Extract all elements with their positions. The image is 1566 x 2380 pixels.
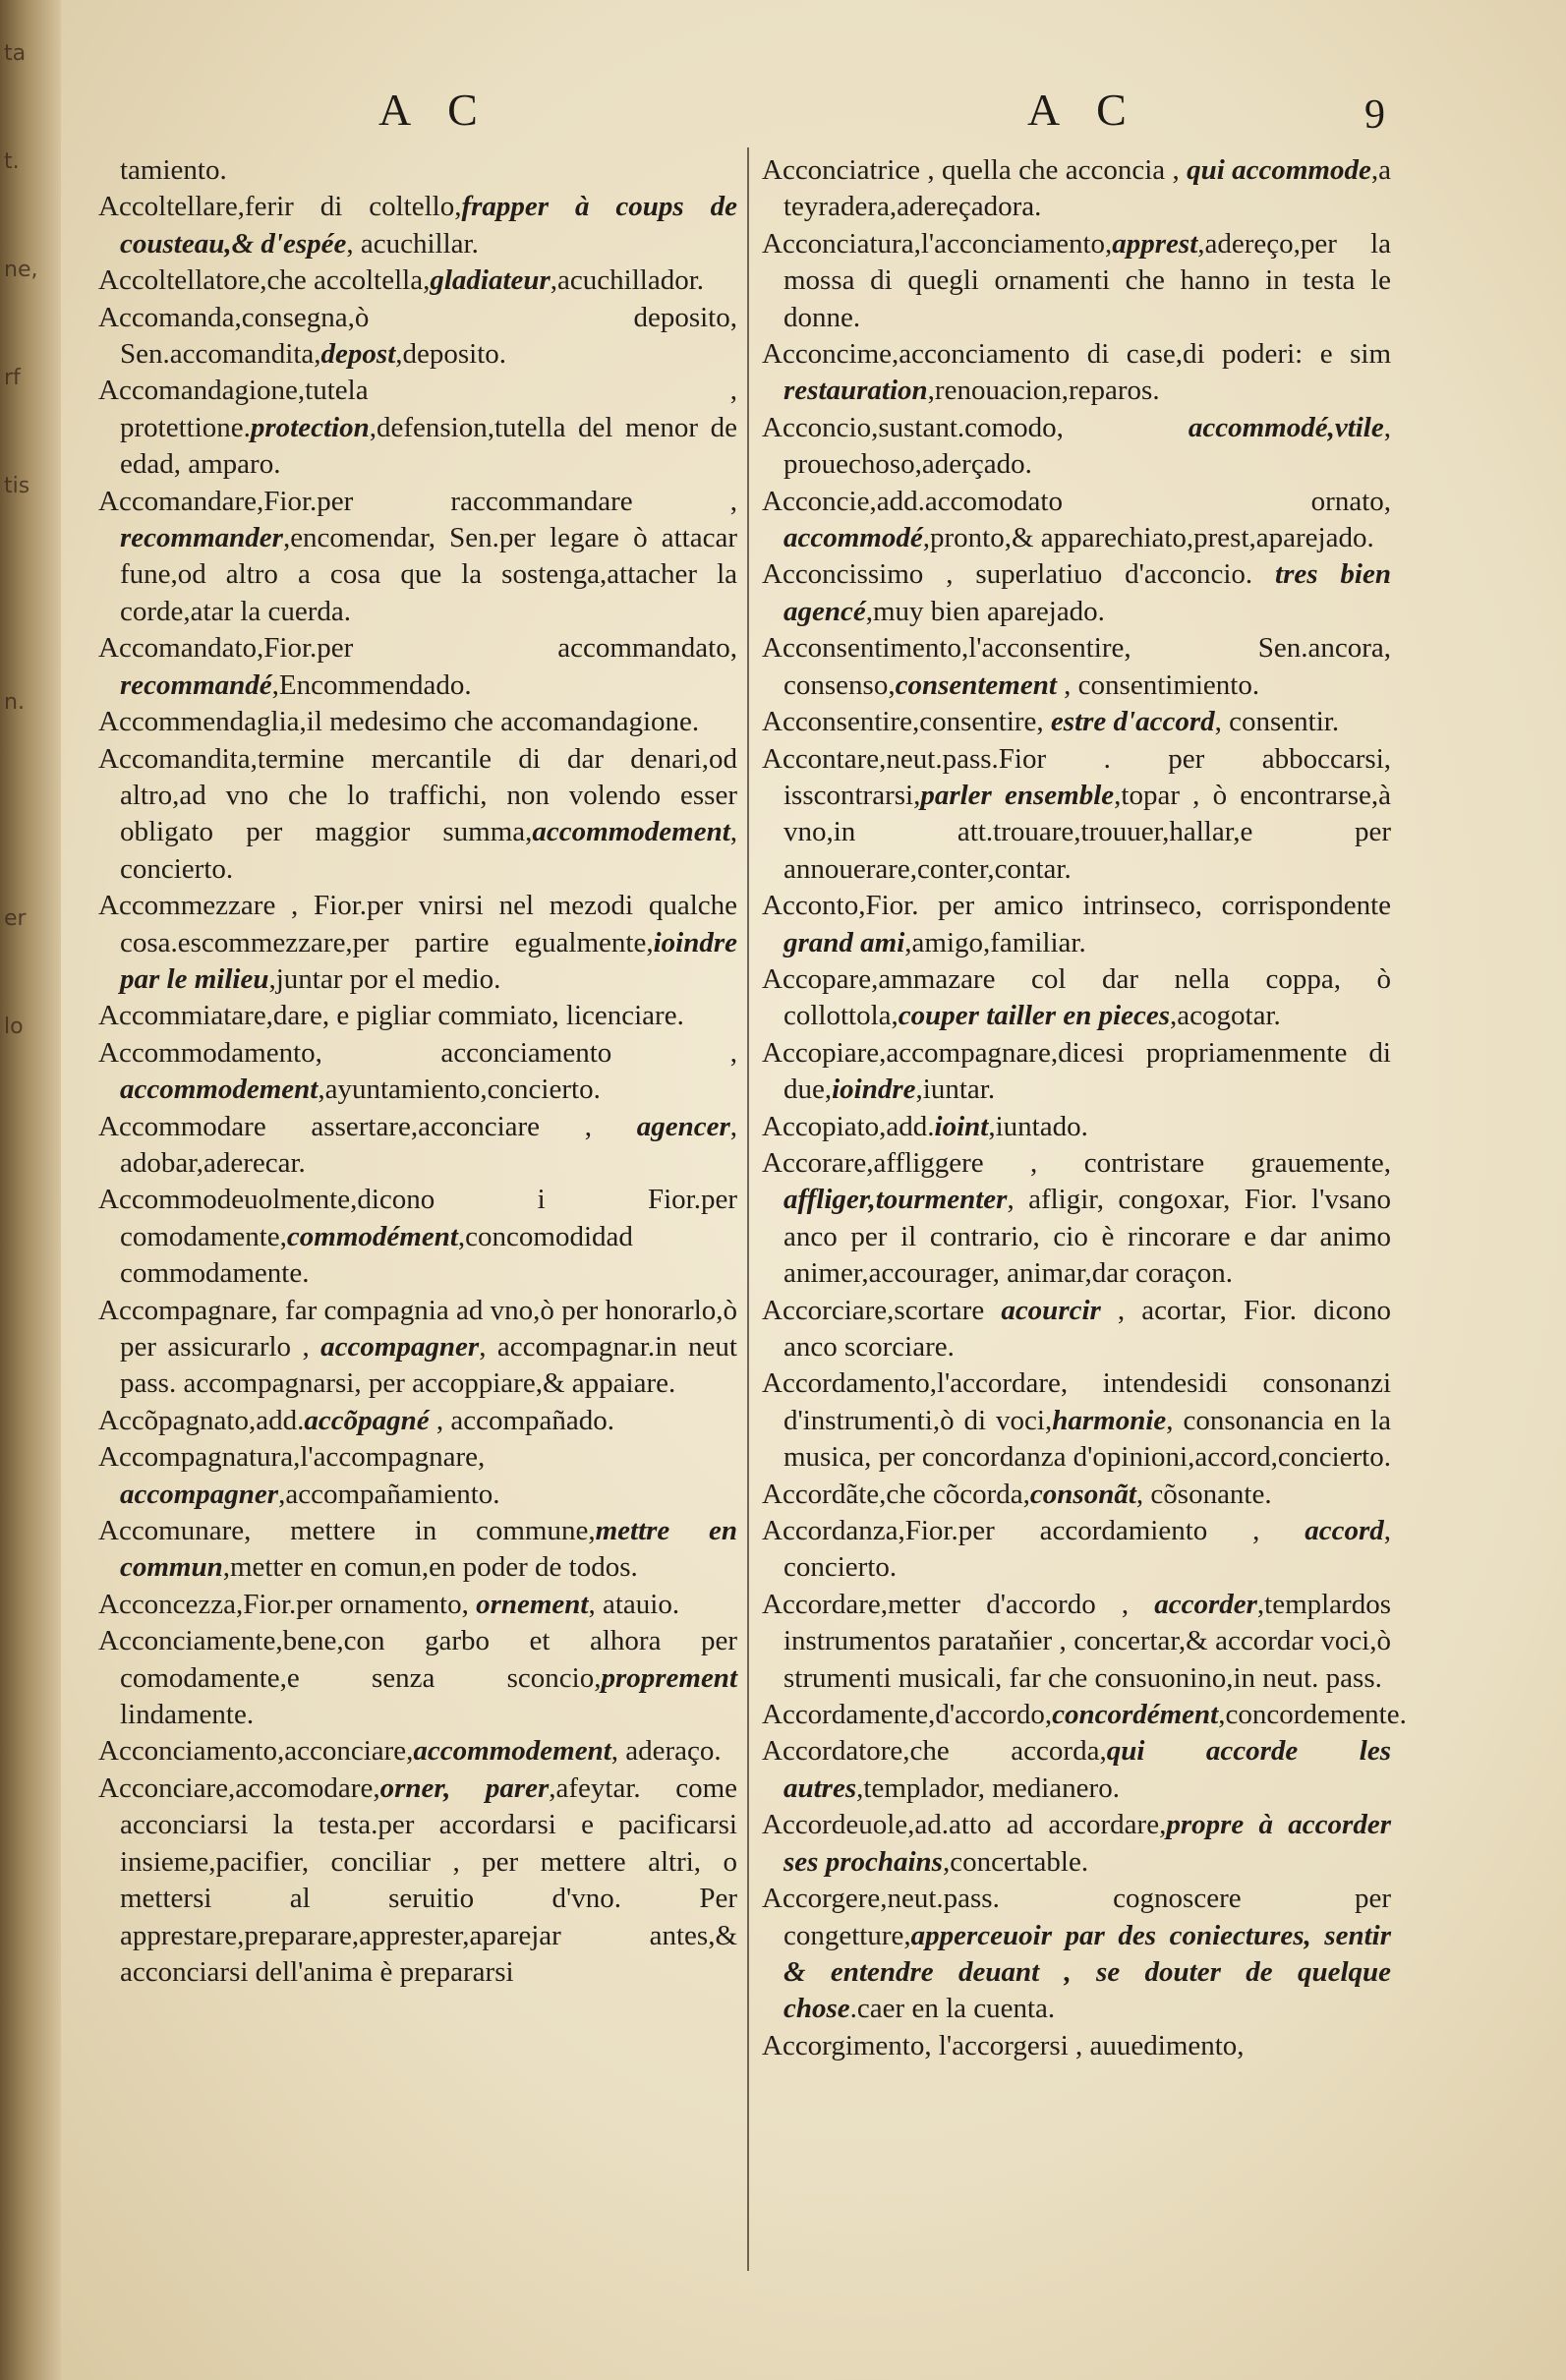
entry-gloss-text: ,defension,tutella del menor de edad, amparo.: [120, 411, 737, 481]
entry-gloss-text: ,juntar por el medio.: [268, 962, 501, 995]
entry-headword-text: Accommodamento, acconciamento ,: [98, 1036, 737, 1069]
entry-headword-text: Accomunare, mettere in commune,: [98, 1515, 596, 1547]
entry-gloss-text: ,pronto,& apparechiato,prest,aparejado.: [922, 522, 1374, 554]
dictionary-entry: [762, 1881, 1391, 2028]
french-equivalent: gladiateur: [430, 264, 551, 297]
french-equivalent: accommodement: [532, 816, 730, 848]
entry-gloss-text: , accompañado.: [429, 1404, 615, 1436]
dictionary-entry: [98, 998, 737, 1034]
french-equivalent: commodément: [286, 1220, 458, 1252]
french-equivalent: accompagner: [120, 1478, 279, 1510]
entry-headword-text: Accommodeuolmente,dicono i Fior.per comodamente,: [98, 1184, 737, 1252]
french-equivalent: propre à accorder ses prochains: [783, 1809, 1391, 1878]
french-equivalent: accommodement: [413, 1735, 611, 1768]
dictionary-entry: [98, 1182, 737, 1292]
french-equivalent: apperceuoir par des coniectures, sentir & entendre deuant , se douter de quelque chose: [783, 1919, 1391, 2025]
entry-gloss-text: , consentimiento.: [1056, 668, 1260, 701]
french-equivalent: recommander: [120, 522, 283, 554]
entry-gloss-text: ,topar , ò encontrarse,à vno,in att.trouare,trouuer,hallar,e per annouerare,conter,contar.: [783, 779, 1391, 885]
entry-headword-text: Acconciatrice , quella che acconcia ,: [762, 154, 1188, 186]
french-equivalent: consonãt: [1029, 1478, 1136, 1510]
french-equivalent: apprest: [1112, 227, 1198, 260]
french-equivalent: recommandé: [120, 668, 272, 701]
dictionary-entry: [98, 1513, 737, 1587]
entry-headword-text: Accomandare,Fior.per raccommandare ,: [98, 485, 737, 517]
french-equivalent: ioindre: [832, 1074, 916, 1106]
french-equivalent: agencer: [636, 1110, 730, 1142]
dictionary-entry: [762, 1477, 1391, 1513]
entry-gloss-text: ,deposito.: [395, 338, 507, 371]
entry-headword-text: Accomandato,Fior.per accommandato,: [98, 632, 737, 665]
french-equivalent: accord: [1305, 1515, 1384, 1547]
entry-headword-text: Accoltellatore,che accoltella,: [98, 264, 431, 297]
entry-gloss-text: ,a teyradera,adereçadora.: [783, 154, 1391, 223]
entry-gloss-text: ,templardos instrumentos parataňier , concertar,& accordar voci,ò strumenti musicali, far che consuonino,in neut. pass.: [783, 1588, 1391, 1694]
entry-headword-text: Accopiare,accompagnare,dicesi propriamenmente di due,: [762, 1036, 1391, 1106]
french-equivalent: parler ensemble: [920, 779, 1115, 811]
dictionary-entry: [98, 630, 737, 704]
dictionary-entry: [762, 1733, 1391, 1807]
dictionary-entry: [762, 1513, 1391, 1587]
dictionary-entry: [762, 1035, 1391, 1109]
dictionary-entry: [762, 1807, 1391, 1881]
dictionary-entry: [762, 484, 1391, 557]
entry-gloss-text: ,encomendar, Sen.per legare ò attacar fune,od altro a cosa que la sostenga,attacher la corde,atar la cuerda.: [120, 522, 737, 627]
dictionary-entry: [762, 888, 1391, 961]
page-number: 9: [1364, 92, 1385, 138]
entry-headword-text: Acconciamento,acconciare,: [98, 1735, 414, 1768]
dictionary-entry: [762, 630, 1391, 704]
dictionary-entry: [98, 300, 737, 374]
entry-headword-text: Accorgimento, l'accorgersi , auuedimento,: [762, 2029, 1245, 2061]
entry-headword-text: Accontare,neut.pass.Fior . per abboccarsi, isscontrarsi,: [762, 742, 1391, 811]
entry-gloss-text: ,concordemente.: [1218, 1699, 1407, 1731]
french-equivalent: proprement: [601, 1661, 737, 1694]
entry-gloss-text: ,Encommendado.: [271, 668, 472, 701]
right-column: [762, 152, 1407, 2064]
dictionary-entry: [762, 704, 1391, 740]
entry-headword-text: Accopiato,add.: [762, 1110, 935, 1142]
french-equivalent: estre d'accord: [1050, 706, 1215, 738]
entry-headword-text: Acconsentire,consentire,: [762, 706, 1051, 738]
entry-gloss-text: ,acuchillador.: [550, 264, 705, 297]
entry-headword-text: Acconcime,acconciamento di case,di poderi: e sim: [762, 338, 1391, 371]
entry-headword-text: Acconsentimento,l'acconsentire, Sen.ancora, consenso,: [762, 632, 1391, 701]
dictionary-entry: [98, 704, 737, 740]
left-column: [98, 152, 737, 1991]
french-equivalent: grand ami: [783, 926, 905, 958]
entry-headword-text: tamiento.: [120, 154, 227, 186]
entry-headword-text: Accordamente,d'accordo,: [762, 1699, 1053, 1731]
french-equivalent: affliger,tourmenter: [783, 1184, 1008, 1216]
entry-gloss-text: ,iuntado.: [988, 1110, 1088, 1142]
entry-gloss-text: , concierto.: [783, 1515, 1391, 1584]
french-equivalent: qui accorde les autres: [783, 1735, 1391, 1804]
entry-gloss-text: .caer en la cuenta.: [849, 1993, 1056, 2025]
french-equivalent: ornement: [476, 1588, 589, 1620]
dictionary-entry: [98, 484, 737, 631]
french-equivalent: accompagner: [320, 1331, 480, 1363]
dictionary-entry: [762, 2028, 1391, 2064]
entry-gloss-text: ,iuntar.: [915, 1074, 996, 1106]
dictionary-entry: [98, 373, 737, 483]
french-equivalent: orner, parer: [379, 1771, 550, 1804]
dictionary-entry: [762, 556, 1391, 630]
entry-headword-text: Accordeuole,ad.atto ad accordare,: [762, 1809, 1167, 1841]
french-equivalent: consentement: [895, 668, 1057, 701]
french-equivalent: tres bien agencé: [783, 558, 1391, 627]
entry-headword-text: Accordatore,che accorda,: [762, 1735, 1107, 1768]
dictionary-entry: [98, 1109, 737, 1183]
entry-headword-text: Accopare,ammazare col dar nella coppa, ò collottola,: [762, 962, 1391, 1032]
entry-gloss-text: , consonancia en la musica, per concordanza d'opinioni,accord,concierto.: [783, 1404, 1391, 1474]
dictionary-entry: [762, 961, 1391, 1035]
entry-gloss-text: , cõsonante.: [1135, 1478, 1272, 1510]
dictionary-entry: [98, 1439, 737, 1513]
dictionary-entry: [762, 226, 1391, 336]
entry-gloss-text: ,acogotar.: [1170, 1000, 1281, 1032]
entry-gloss-text: ,renouacion,reparos.: [927, 375, 1160, 407]
french-equivalent: restauration: [783, 375, 928, 407]
entry-headword-text: Accorciare,scortare: [762, 1294, 1002, 1326]
dictionary-entry: [98, 1035, 737, 1109]
dictionary-entry: [762, 152, 1391, 226]
entry-gloss-text: , concierto.: [120, 816, 737, 885]
entry-gloss-text: , acortar, Fior. dicono anco scorciare.: [783, 1294, 1391, 1363]
entry-gloss-text: ,amigo,familiar.: [904, 926, 1086, 958]
entry-headword-text: Acconcio,sustant.comodo,: [762, 411, 1189, 443]
entry-gloss-text: , consentir.: [1214, 706, 1340, 738]
entry-gloss-text: , atauio.: [588, 1588, 680, 1620]
entry-gloss-text: , afligir, congoxar, Fior. l'vsano anco per il contrario, cio è rincorare e dar animo animer,accourager, animar,dar coraçon.: [783, 1184, 1391, 1290]
dictionary-entry: [98, 741, 737, 889]
running-header: [0, 84, 1566, 152]
header-left-guideword: A C: [378, 85, 492, 135]
french-equivalent: ioint: [934, 1110, 989, 1142]
french-equivalent: ioindre par le milieu: [120, 926, 737, 995]
dictionary-entry: [762, 1587, 1391, 1697]
entry-headword-text: Accordanza,Fior.per accordamiento ,: [762, 1515, 1305, 1547]
entry-gloss-text: ,templador, medianero.: [856, 1771, 1120, 1804]
entry-gloss-text: , acuchillar.: [346, 227, 479, 260]
french-equivalent: acourcir: [1001, 1294, 1101, 1326]
entry-gloss-text: ,adereço,per la mossa di quegli ornamenti che hanno in testa le donne.: [783, 227, 1391, 333]
entry-headword-text: Accorare,affliggere , contristare grauemente,: [762, 1146, 1391, 1179]
entry-headword-text: Accordare,metter d'accordo ,: [762, 1588, 1155, 1620]
entry-headword-text: Acconcissimo , superlatiuo d'acconcio.: [762, 558, 1276, 591]
entry-headword-text: Accompagnatura,l'accompagnare,: [98, 1441, 486, 1474]
dictionary-entry: [762, 336, 1391, 410]
entry-gloss-text: ,ayuntamiento,concierto.: [318, 1074, 601, 1106]
gutter-marks: ta t. ne, rf tis n. er lo: [4, 41, 38, 1039]
entry-headword-text: Accommendaglia,il medesimo che accomandagione.: [98, 706, 700, 738]
header-right-guideword: A C: [1027, 85, 1140, 135]
entry-gloss-text: , aderaço.: [610, 1735, 722, 1768]
dictionary-entry: [98, 1733, 737, 1770]
entry-headword-text: Accomanda,consegna,ò deposito, Sen.accomandita,: [98, 301, 737, 371]
entry-gloss-text: , adobar,aderecar.: [120, 1110, 737, 1179]
entry-headword-text: Accommiatare,dare, e pigliar commiato, licenciare.: [98, 1000, 684, 1032]
french-equivalent: accorder: [1154, 1588, 1257, 1620]
entry-headword-text: Accompagnare, far compagnia ad vno,ò per honorarlo,ò per assicurarlo ,: [98, 1294, 737, 1363]
entry-gloss-text: ,muy bien aparejado.: [865, 595, 1105, 627]
entry-headword-text: Accommodare assertare,acconciare ,: [98, 1110, 637, 1142]
entry-headword-text: Accommezzare , Fior.per vnirsi nel mezodi qualche cosa.escommezzare,per partire egualmente,: [98, 890, 737, 958]
dictionary-entry: [98, 1293, 737, 1403]
dictionary-entry: [762, 1365, 1391, 1476]
page-gutter: [0, 0, 61, 2380]
french-equivalent: protection: [250, 411, 370, 443]
entry-headword-text: Accomandita,termine mercantile di dar denari,od altro,ad vno che lo traffichi, non volendo esser obligato per maggior summa,: [98, 742, 737, 848]
entry-gloss-text: ,afeytar. come acconciarsi la testa.per accordarsi e pacificarsi insieme,pacifier, conciliar , per mettere altri, o mettersi al seruitio d'vno. Per apprestare,preparare,apprester,aparejar antes,& acconciarsi dell'anima è prepararsi: [120, 1771, 737, 1988]
entry-gloss-text: lindamente.: [120, 1699, 255, 1731]
dictionary-entry: [98, 262, 737, 299]
french-equivalent: accõpagné: [304, 1404, 430, 1436]
entry-gloss-text: ,accompañamiento.: [278, 1478, 500, 1510]
french-equivalent: depost: [320, 338, 396, 371]
french-equivalent: accommodé: [783, 522, 923, 554]
french-equivalent: accommodement: [120, 1074, 319, 1106]
entry-headword-text: Acconto,Fior. per amico intrinseco, corrispondente: [762, 890, 1391, 922]
entry-headword-text: Acconciare,accomodare,: [98, 1771, 380, 1804]
dictionary-entry: [98, 152, 737, 189]
dictionary-entry: [98, 888, 737, 998]
entry-gloss-text: ,concertable.: [942, 1845, 1089, 1878]
entry-headword-text: Acconciatura,l'acconciamento,: [762, 227, 1113, 260]
entry-headword-text: Accoltellare,ferir di coltello,: [98, 191, 462, 223]
entry-gloss-text: , accompagnar.in neut pass. accompagnarsi, per accoppiare,& appaiare.: [120, 1331, 737, 1400]
dictionary-entry: [762, 1109, 1391, 1145]
entry-headword-text: Acconciamente,bene,con garbo et alhora per comodamente,e senza sconcio,: [98, 1625, 737, 1694]
dictionary-entry: [762, 1697, 1407, 1733]
dictionary-entry: [98, 1623, 737, 1733]
french-equivalent: concordément: [1052, 1699, 1219, 1731]
entry-headword-text: Accomandagione,tutela , protettione.: [98, 375, 737, 443]
french-equivalent: qui accommode: [1187, 154, 1371, 186]
french-equivalent: couper tailler en pieces: [898, 1000, 1171, 1032]
entry-headword-text: Accordãte,che cõcorda,: [762, 1478, 1030, 1510]
entry-headword-text: Accorgere,neut.pass. cognoscere per congetture,: [762, 1883, 1391, 1951]
entry-gloss-text: ,metter en comun,en poder de todos.: [222, 1551, 638, 1584]
dictionary-entry: [98, 1770, 737, 1991]
dictionary-entry: [762, 741, 1391, 889]
dictionary-entry: [98, 1587, 737, 1623]
french-equivalent: frapper à coups de cousteau,& d'espée: [120, 191, 737, 260]
french-equivalent: accommodé,vtile: [1188, 411, 1384, 443]
dictionary-entry: [762, 1145, 1391, 1293]
dictionary-entry: [98, 1403, 737, 1439]
french-equivalent: mettre en commun: [120, 1515, 737, 1584]
column-divider: [747, 147, 749, 2271]
dictionary-entry: [762, 1293, 1391, 1366]
entry-headword-text: Accõpagnato,add.: [98, 1404, 305, 1436]
entry-headword-text: Acconcezza,Fior.per ornamento,: [98, 1588, 477, 1620]
entry-headword-text: Accordamento,l'accordare, intendesidi consonanzi d'instrumenti,ò di voci,: [762, 1367, 1391, 1436]
dictionary-entry: [762, 410, 1391, 484]
entry-gloss-text: , prouechoso,aderçado.: [783, 411, 1391, 481]
dictionary-entry: [98, 189, 737, 262]
french-equivalent: harmonie: [1052, 1404, 1167, 1436]
entry-headword-text: Acconcie,add.accomodato ornato,: [762, 485, 1391, 517]
entry-gloss-text: ,concomodidad commodamente.: [120, 1220, 633, 1290]
